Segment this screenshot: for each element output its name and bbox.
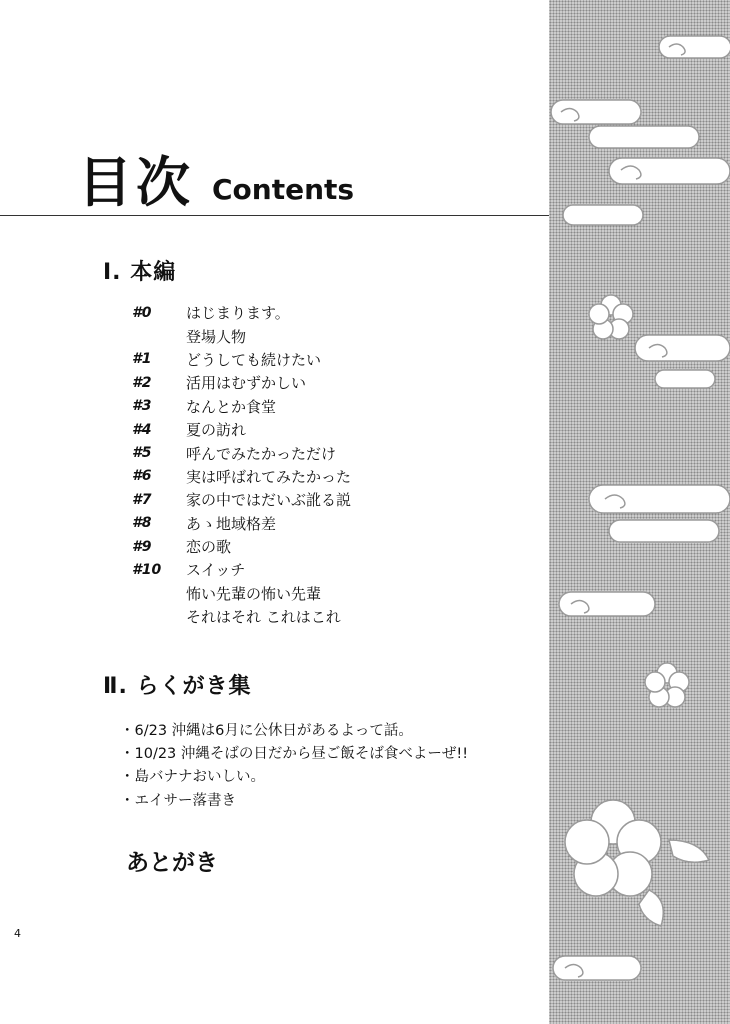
list-item[interactable] — [132, 605, 542, 628]
chapter-title: あゝ地域格差 — [186, 514, 277, 533]
list-item[interactable] — [132, 395, 542, 418]
afterword-heading[interactable]: あとがき — [126, 850, 218, 876]
cloud-swirl-pattern — [549, 0, 730, 1024]
list-item[interactable]: ・6/23 沖縄は6月に公休日があるよって話。 — [120, 723, 413, 740]
chapter-number: #4 — [132, 421, 152, 438]
chapter-number: #3 — [132, 398, 152, 415]
chapter-number: #5 — [132, 445, 152, 462]
list-item[interactable] — [132, 324, 542, 347]
chapter-list — [132, 301, 542, 628]
list-item[interactable]: ・エイサー落書き — [120, 792, 236, 809]
chapter-number: #9 — [132, 538, 152, 555]
title-kanji: 目次 — [78, 151, 194, 214]
list-item[interactable] — [132, 558, 542, 581]
section-doodles-heading: Ⅱ. らくがき集 — [103, 674, 252, 699]
chapter-number: #7 — [132, 491, 152, 508]
list-item[interactable] — [132, 348, 542, 371]
chapter-title: それはそれ これはこれ — [186, 608, 341, 627]
list-item[interactable]: ・10/23 沖縄そばの日だから昼ご飯そば食べよーぜ!! — [120, 746, 469, 763]
decorative-pattern-strip — [549, 0, 730, 1024]
chapter-title: 実は呼ばれてみたかった — [186, 467, 352, 486]
chapter-title: 家の中ではだいぶ訛る説 — [186, 491, 352, 510]
title-divider — [0, 215, 549, 216]
chapter-number: #6 — [132, 468, 152, 485]
list-item[interactable] — [132, 418, 542, 441]
doodle-list — [120, 718, 540, 811]
page-number: 4 — [14, 927, 21, 940]
chapter-title: はじまります。 — [186, 304, 290, 323]
chapter-title: 呼んでみたかっただけ — [186, 444, 337, 463]
list-item[interactable] — [132, 535, 542, 558]
chapter-number: #1 — [132, 351, 152, 368]
chapter-title: 夏の訪れ — [186, 421, 247, 440]
chapter-title: スイッチ — [186, 561, 246, 580]
list-item[interactable] — [132, 371, 542, 394]
chapter-number: #2 — [132, 374, 152, 391]
chapter-title: 恋の歌 — [186, 538, 232, 557]
list-item[interactable] — [132, 488, 542, 511]
list-item[interactable] — [132, 512, 542, 535]
chapter-number: #10 — [132, 561, 162, 578]
chapter-title: 登場人物 — [186, 327, 247, 346]
list-item[interactable]: ・島バナナおいしい。 — [120, 769, 265, 786]
section-main-heading: Ⅰ. 本編 — [103, 260, 177, 285]
list-item[interactable] — [132, 465, 542, 488]
chapter-number: #0 — [132, 304, 152, 321]
list-item[interactable] — [132, 301, 542, 324]
page-title — [78, 140, 355, 214]
list-item[interactable] — [132, 441, 542, 464]
list-item[interactable] — [132, 582, 542, 605]
chapter-title: なんとか食堂 — [186, 397, 277, 416]
chapter-title: 活用はむずかしい — [186, 374, 307, 393]
chapter-title: どうしても続けたい — [186, 350, 322, 369]
chapter-number: #8 — [132, 515, 152, 532]
title-english: Contents — [212, 173, 355, 206]
chapter-title: 怖い先輩の怖い先輩 — [186, 584, 322, 603]
